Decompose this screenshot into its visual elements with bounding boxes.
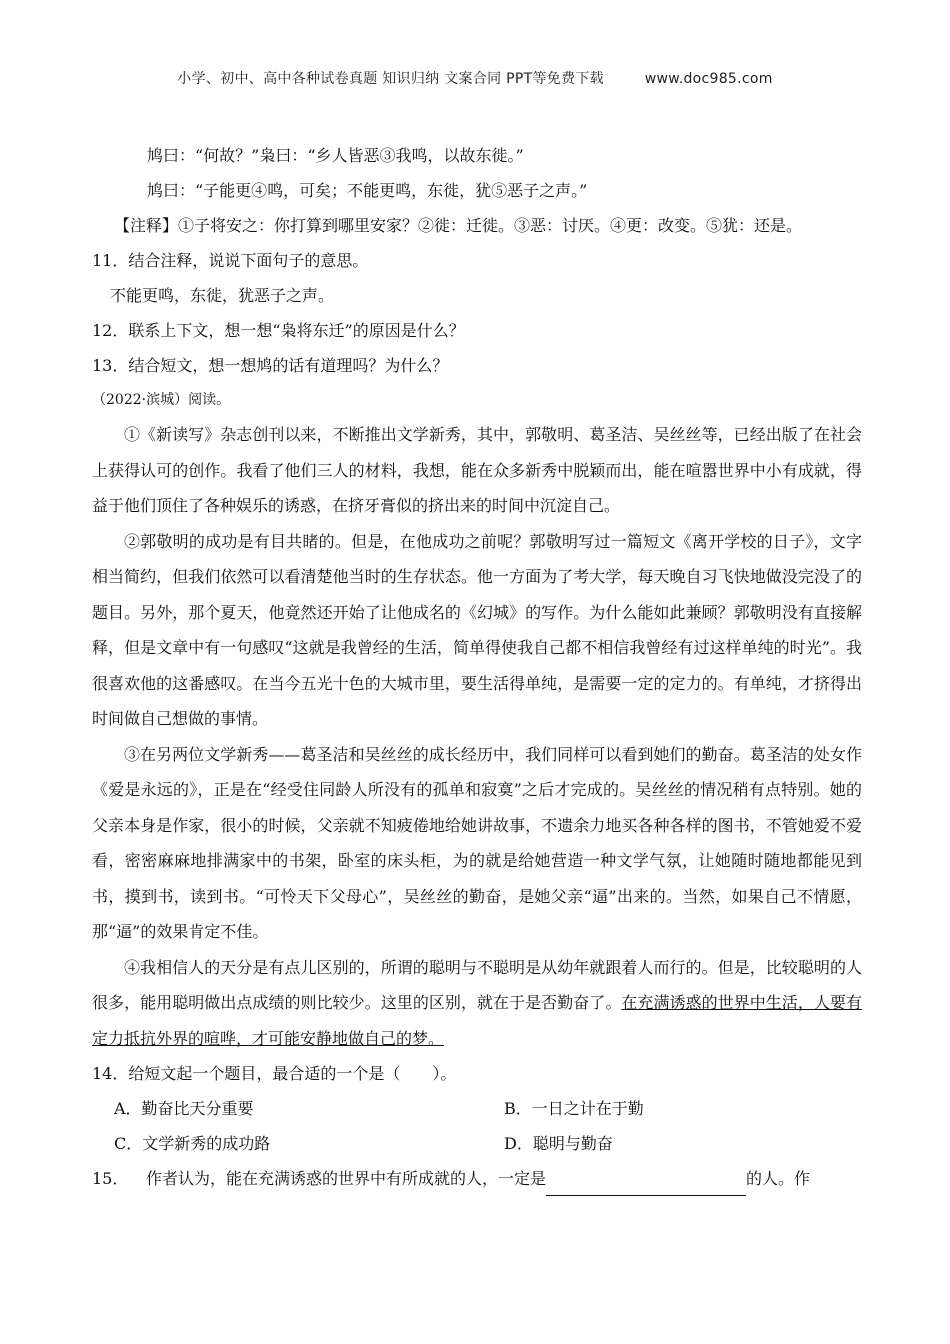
underlined-sentence: 在充满诱惑的世界中生活，人要有定力抵抗外界的喧哗，才可能安静地做自己的梦。	[92, 993, 862, 1048]
page-header	[0, 68, 950, 88]
header-text: 小学、初中、高中各种试卷真题 知识归纳 文案合同 PPT等免费下载	[177, 71, 604, 87]
option-d[interactable]: D．聪明与勤奋	[504, 1134, 613, 1153]
paragraph-4-text: ④我相信人的天分是有点儿区别的，所谓的聪明与不聪明是从幼年就跟着人而行的。但是，比较聪明的人很多，能用聪明做出点成绩的则比较少。这里的区别，就在于是否勤奋了。	[92, 957, 862, 1012]
passage-paragraph-2: ②郭敬明的成功是有目共睹的。但是，在他成功之前呢？郭敬明写过一篇短文《离开学校的日子》，文字相当简约，但我们依然可以看清楚他当时的生存状态。他一方面为了考大学，每天晚自习飞快地做没完没了的题目。另外，那个夏天，他竟然还开始了让他成名的《幻城》的写作。为什么能如此兼顾？郭敬明没有直接解释，但是文章中有一句感叹“这就是我曾经的生活，简单得使我自己都不相信我曾经有过这样单纯的时光”。我很喜欢他的这番感叹。在当今五光十色的大城市里，要生活得单纯，是需要一定的定力的。有单纯，才挤得出时间做自己想做的事情。	[92, 531, 862, 728]
question-14: 14．给短文起一个题目，最合适的一个是（ ）。	[92, 1064, 457, 1083]
question-11: 11．结合注释，说说下面句子的意思。	[92, 251, 369, 270]
document-body	[92, 138, 862, 1196]
dialogue-line-2: 鸠曰：“子能更④鸣，可矣；不能更鸣，东徙，犹⑤恶子之声。”	[147, 181, 588, 200]
passage-paragraph-4	[92, 950, 862, 1057]
passage-source: （2022·滨城）阅读。	[92, 392, 231, 408]
passage-paragraph-1: ①《新读写》杂志创刊以来，不断推出文学新秀，其中，郭敬明、葛圣洁、吴丝丝等，已经出版了在社会上获得认可的创作。我看了他们三人的材料，我想，能在众多新秀中脱颖而出，能在喧嚣世界中小有成就，得益于他们顶住了各种娱乐的诱惑，在挤牙膏似的挤出来的时间中沉淀自己。	[92, 425, 862, 515]
answer-blank[interactable]	[546, 1177, 746, 1196]
passage-paragraph-3: ③在另两位文学新秀——葛圣洁和吴丝丝的成长经历中，我们同样可以看到她们的勤奋。葛圣洁的处女作《爱是永远的》，正是在“经受住同龄人所没有的孤单和寂寞”之后才完成的。吴丝丝的情况稍有点特别。她的父亲本身是作家，很小的时候，父亲就不知疲倦地给她讲故事，不遗余力地买各种各样的图书，不管她爱不爱看，密密麻麻地排满家中的书架，卧室的床头柜，为的就是给她营造一种文学气氛，让她随时随地都能见到书，摸到书，读到书。“可怜天下父母心”，吴丝丝的勤奋，是她父亲“逼”出来的。当然，如果自己不情愿，那“逼”的效果肯定不佳。	[92, 744, 862, 941]
option-b[interactable]: B．一日之计在于勤	[504, 1099, 644, 1118]
question-14-options	[92, 1091, 862, 1161]
dialogue-line-1: 鸠曰：“何故？”枭曰：“乡人皆恶③我鸣，以故东徙。”	[147, 146, 524, 165]
question-11-sentence: 不能更鸣，东徙，犹恶子之声。	[110, 286, 335, 305]
question-15-text-end: 的人。作	[746, 1169, 811, 1188]
annotation-note: 【注释】①子将安之：你打算到哪里安家？②徙：迁徙。③恶：讨厌。④更：改变。⑤犹：还是。	[114, 216, 803, 235]
question-15-text: 作者认为，能在充满诱惑的世界中有所成就的人，一定是	[146, 1169, 547, 1188]
option-a[interactable]: A．勤奋比天分重要	[114, 1099, 254, 1118]
question-15-number: 15．	[92, 1169, 129, 1188]
header-site[interactable]: www.doc985.com	[644, 71, 773, 87]
question-12: 12．联系上下文，想一想“枭将东迁”的原因是什么？	[92, 321, 465, 340]
question-15	[92, 1161, 862, 1196]
option-c[interactable]: C．文学新秀的成功路	[114, 1134, 271, 1153]
question-13: 13．结合短文，想一想鸠的话有道理吗？为什么？	[92, 356, 449, 375]
